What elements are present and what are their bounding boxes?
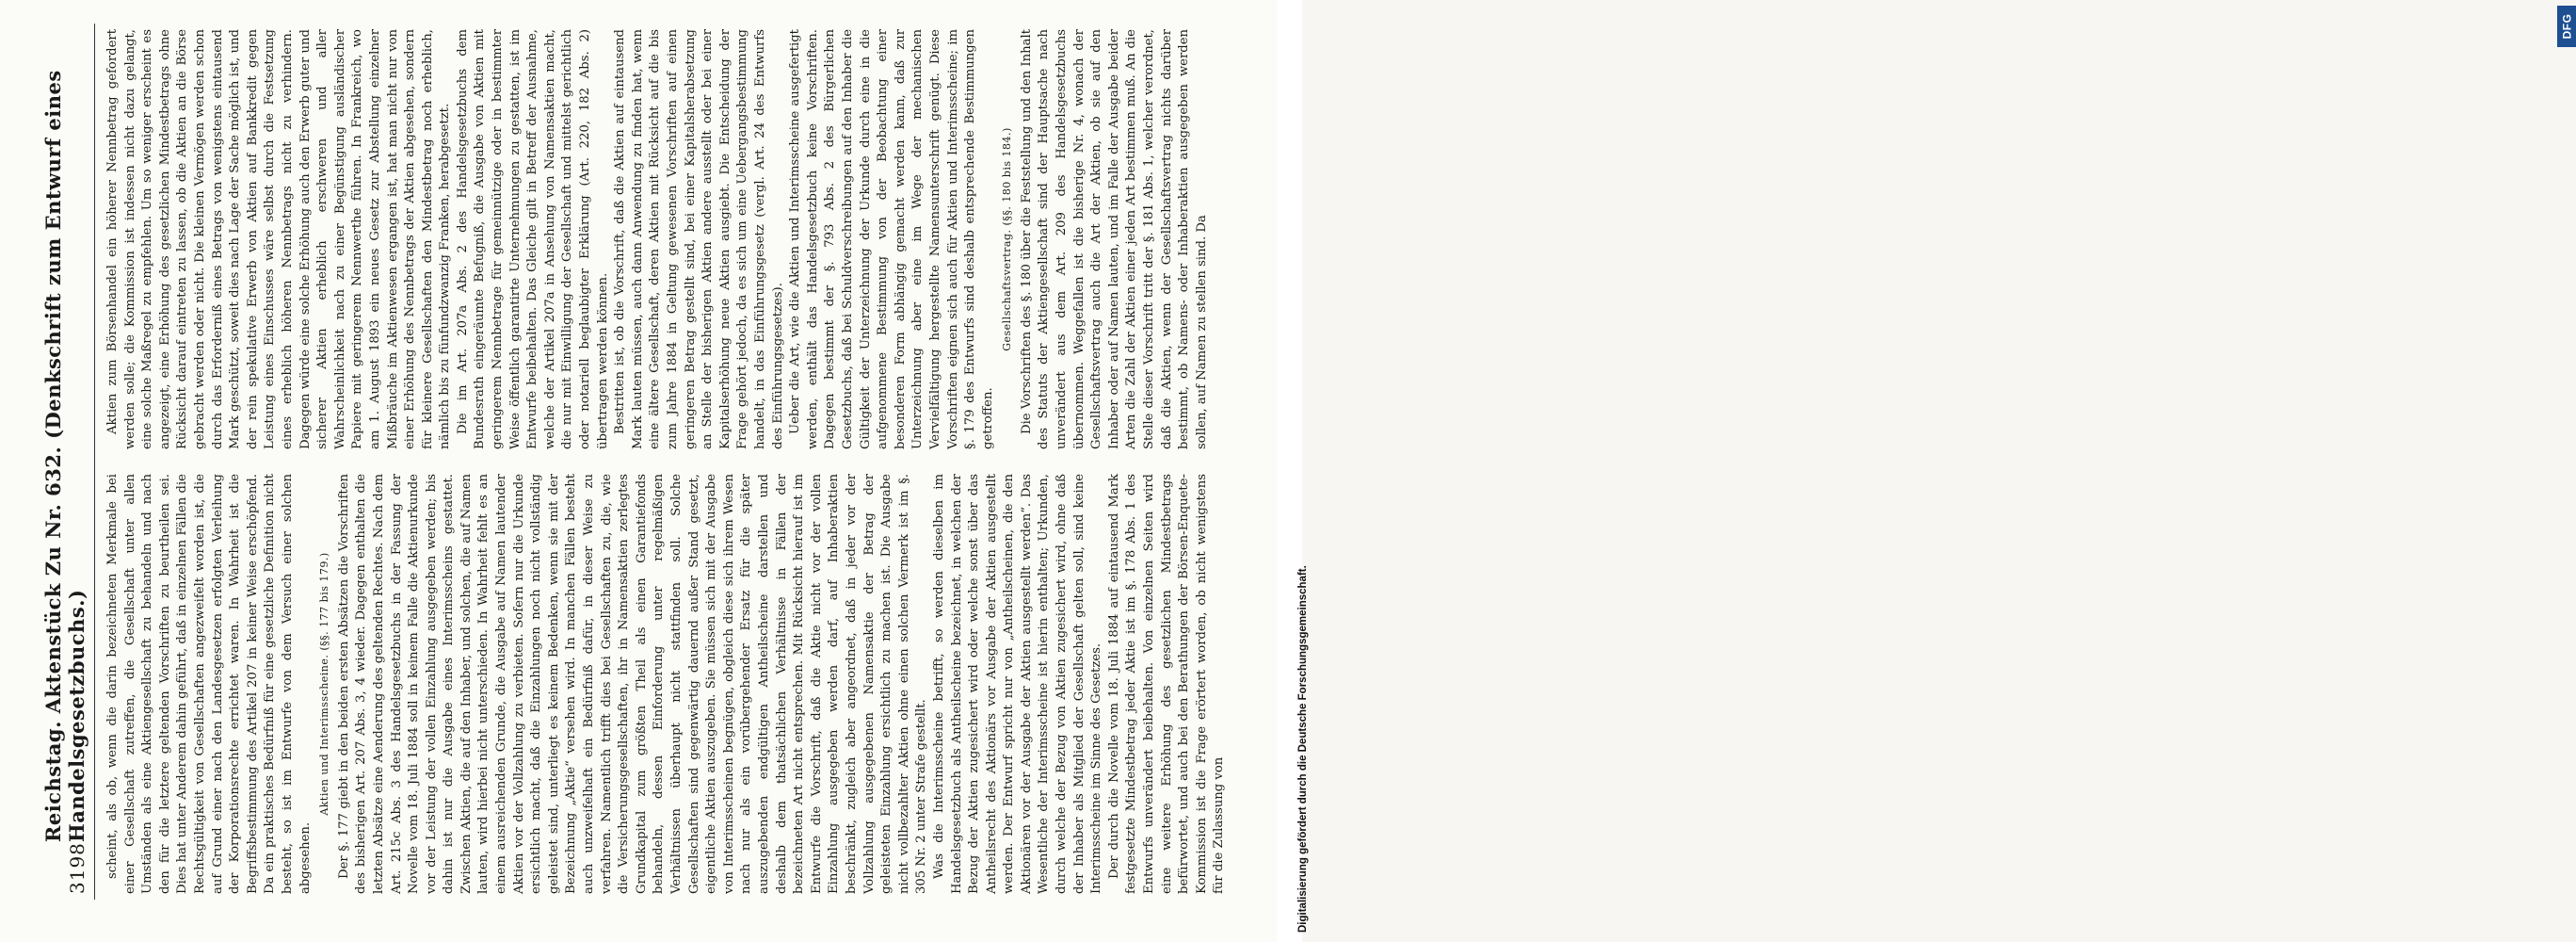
column-right [105,29,1229,449]
text-paragraph: Ueber die Art, wie die Aktien und Interimsscheine ausgefertigt werden, enthält das Handelsgesetzbuch keine Vorschriften. Dagegen bestimmt der §. 793 Abs. 2 des Bürgerlichen Gesetzbuchs, daß bei Schuldverschreibungen auf den Inhaber die Gültigkeit der Unterzeichnung der Urkunde durch eine in die aufgenommene Bestimmung von der Beobachtung einer besonderen Form abhängig gemacht werden kann, daß zur Unterzeichnung aber eine im Wege der mechanischen Vervielfältigung hergestellte Namensunterschrift genügt. Diese Vorschriften eignen sich auch für Aktien und Interimsscheine; im §. 179 des Entwurfs sind deshalb entsprechende Bestimmungen getroffen. [788,29,995,449]
text-paragraph: scheint, als ob, wenn die darin bezeichneten Merkmale bei einer Gesellschaft zutreffen, die Gesellschaft unter allen Umständen als eine Aktiengesellschaft zu behandeln und nach den für die letztere geltenden Vorschriften zu beurtheilen sei. Dies hat unter Anderem dahin geführt, daß in einzelnen Fällen die Rechtsgültigkeit von Gesellschaften angezweifelt worden ist, die auf Grund einer nach den Landesgesetzen erfolgten Verleihung der Korporationsrechte errichtet waren. In Wahrheit ist die Begriffsbestimmung des Artikel 207 in keiner Weise erschöpfend. Da ein praktisches Bedürfniß für eine gesetzliche Definition nicht besteht, so ist im Entwurfe von dem Versuch einer solchen abgesehen. [105,474,313,894]
section-heading: Aktien und Interimsscheine. (§§. 177 bis 179.) [318,552,331,816]
digitization-credit: Digitalisierung gefördert durch die Deutsche Forschungsgemeinschaft. [1297,565,1309,933]
text-paragraph: Die im Art. 207a Abs. 2 des Handelsgesetzbuchs dem Bundesrath eingeräumte Befugniß, die Ausgabe von Aktien mit geringerem Nennbetrage für gemeinnützige oder in bestimmter Weise öffentlich garantirte Unternehmungen zu gestatten, ist im Entwurfe beibehalten. Das Gleiche gilt in Betreff der Ausnahme, welche der Artikel 207a in Ansehung von Namensaktien macht, die nur mit Einwilligung der Gesellschaft und mittelst gerichtlich oder notariell beglaubigter Erklärung (Art. 220, 182 Abs. 2) übertragen werden können. [455,29,610,449]
page-header [41,24,95,900]
text-paragraph: Was die Interimsscheine betrifft, so werden dieselben im Handelsgesetzbuch als Antheilscheine bezeichnet, in welchen der Bezug der Aktien zugesichert wird oder welche sonst über das Antheilsrecht des Aktionärs vor Ausgabe der Aktien ausgestellt werden. Der Entwurf spricht nur von „Antheilscheinen, die den Aktionären vor der Ausgabe der Aktien ausgestellt werden“. Das Wesentliche der Interimsscheine ist hierin enthalten; Urkunden, durch welche der Bezug von Aktien zugesichert wird, ohne daß der Inhaber als Mitglied der Gesellschaft gelten soll, sind keine Interimsscheine im Sinne des Gesetzes. [931,474,1104,894]
rotated-page-content [41,24,1266,900]
section-heading: Gesellschaftsvertrag. (§§. 180 bis 184.) [1001,127,1014,351]
page-title: Reichstag. Aktenstück Zu Nr. 632. (Denkschrift zum Entwurf eines Handelsgesetzbuchs.) [41,70,89,843]
column-left [105,474,1229,894]
page-number: 3198 [66,842,89,894]
text-columns [95,24,1229,900]
text-paragraph: Der §. 177 giebt in den beiden ersten Absätzen die Vorschriften des bisherigen Art. 207 Abs. 3, 4 wieder. Dagegen enthalten die letzten Absätze eine Aenderung des geltenden Rechtes. Nach dem Art. 215c Abs. 3 des Handelsgesetzbuchs in der Fassung der Novelle vom 18. Juli 1884 soll in keinem Falle die Aktienurkunde vor der Leistung der vollen Einzahlung ausgegeben werden; bis dahin ist nur die Ausgabe eines Interimsscheins gestattet. Zwischen Aktien, die auf den Inhaber, und solchen, die auf Namen lauten, wird hierbei nicht unterschieden. In Wahrheit fehlt es an einem ausreichenden Grunde, die Ausgabe auf Namen lautender Aktien vor der Vollzahlung zu verbieten. Sofern nur die Urkunde ersichtlich macht, daß die Einzahlungen noch nicht vollständig geleistet sind, unterliegt es keinem Bedenken, wenn sie mit der Bezeichnung „Aktie“ versehen wird. In manchen Fällen besteht auch unzweifelhaft ein Bedürfniß dafür, in dieser Weise zu verfahren. Namentlich trifft dies bei Gesellschaften zu, die, wie die Versicherungsgesellschaften, ihr in Namensaktien zerlegtes Grundkapital zum größten Theil als einen Garantiefonds behandeln, dessen Einforderung unter regelmäßigen Verhältnissen überhaupt nicht stattfinden soll. Solche Gesellschaften sind gegenwärtig dauernd außer Stand gesetzt, eigentliche Aktien auszugeben. Sie müssen sich mit der Ausgabe von Interimsscheinen begnügen, obgleich diese sich ihrem Wesen nach nur als ein vorübergehender Ersatz für die später auszugebenden endgültigen Antheilscheine darstellen und deshalb dem thatsächlichen Verhältnisse in Fällen der bezeichneten Art nicht entsprechen. Mit Rücksicht hierauf ist im Entwurfe die Vorschrift, daß die Aktie nicht vor der vollen Einzahlung ausgegeben werden darf, auf Inhaberaktien beschränkt, zugleich aber angeordnet, daß in jeder vor der Vollzahlung ausgegebenen Namensaktie der Betrag der geleisteten Einzahlung ersichtlich zu machen ist. Die Ausgabe nicht vollbezahlter Aktien ohne einen solchen Vermerk ist im §. 305 Nr. 2 unter Strafe gestellt. [336,474,929,894]
text-paragraph: Bestritten ist, ob die Vorschrift, daß die Aktien auf eintausend Mark lauten müssen, auch dann Anwendung zu finden hat, wenn eine ältere Gesellschaft, deren Aktien mit Rücksicht auf die bis zum Jahre 1884 in Geltung gewesenen Vorschriften auf einen geringeren Betrag gestellt sind, bei einer Kapitalsherabsetzung an Stelle der bisherigen Aktien andere ausstellt oder bei einer Kapitalserhöhung neue Aktien ausgiebt. Die Entscheidung der Frage gehört jedoch, da es sich um eine Uebergangsbestimmung handelt, in das Einführungsgesetz (vergl. Art. 24 des Entwurfs des Einführungsgesetzes). [613,29,785,449]
text-paragraph: Die Vorschriften des §. 180 über die Feststellung und den Inhalt des Statuts der Aktiengesellschaft sind der Hauptsache nach unverändert aus dem Art. 209 des Handelsgesetzbuchs übernommen. Weggefallen ist die bisherige Nr. 4, wonach der Gesellschaftsvertrag auch die Art der Aktien, ob sie auf den Inhaber oder auf Namen lauten, und im Falle der Ausgabe beider Arten die Zahl der Aktien einer jeden Art bestimmen muß. An die Stelle dieser Vorschrift tritt der §. 181 Abs. 1, welcher verordnet, daß die Aktien, wenn der Gesellschaftsvertrag nichts darüber bestimmt, ob Namens- oder Inhaberaktien ausgegeben werden sollen, auf Namen zu stellen sind. Da [1019,29,1209,449]
dfg-logo-text: DFG [2560,13,2573,40]
text-paragraph: Aktien zum Börsenhandel ein höherer Nennbetrag gefordert werden solle; die Kommission ist indessen nicht dazu gelangt, eine solche Maßregel zu empfehlen. Um so weniger erscheint es angezeigt, eine Erhöhung des gesetzlichen Mindestbetrags ohne Rücksicht darauf eintreten zu lassen, ob die Aktien an die Börse gebracht werden oder nicht. Die kleinen Vermögen werden schon durch das Erforderniß eines Betrags von wenigstens eintausend Mark geschützt, soweit dies nach Lage der Sache möglich ist, und der rein spekulative Erwerb von Aktien auf Bankkredit gegen Leistung eines Einschusses wäre selbst durch die Festsetzung eines erheblich höheren Nennbetrags nicht zu verhindern. Dagegen würde eine solche Erhöhung auch den Erwerb guter und sicherer Aktien erheblich erschweren und aller Wahrscheinlichkeit nach zu einer Begünstigung ausländischer Papiere mit geringerem Nennwerthe führen. In Frankreich, wo am 1. August 1893 ein neues Gesetz zur Abstellung einzelner Mißbräuche im Aktienwesen ergangen ist, hat man nicht nur von einer Erhöhung des Nennbetrags der Aktien abgesehen, sondern für kleinere Gesellschaften den Mindestbetrag noch erheblich, nämlich bis zu fünfundzwanzig Franken, herabgesetzt. [105,29,453,449]
dfg-logo [2557,6,2576,47]
text-paragraph: Der durch die Novelle vom 18. Juli 1884 auf eintausend Mark festgesetzte Mindestbetrag jeder Aktie ist im §. 178 Abs. 1 des Entwurfs unverändert beibehalten. Von einzelnen Seiten wird eine weitere Erhöhung des gesetzlichen Mindestbetrags befürwortet, und auch bei den Berathungen der Börsen-Enquete-Kommission ist die Frage erörtert worden, ob nicht wenigstens für die Zulassung von [1106,474,1227,894]
